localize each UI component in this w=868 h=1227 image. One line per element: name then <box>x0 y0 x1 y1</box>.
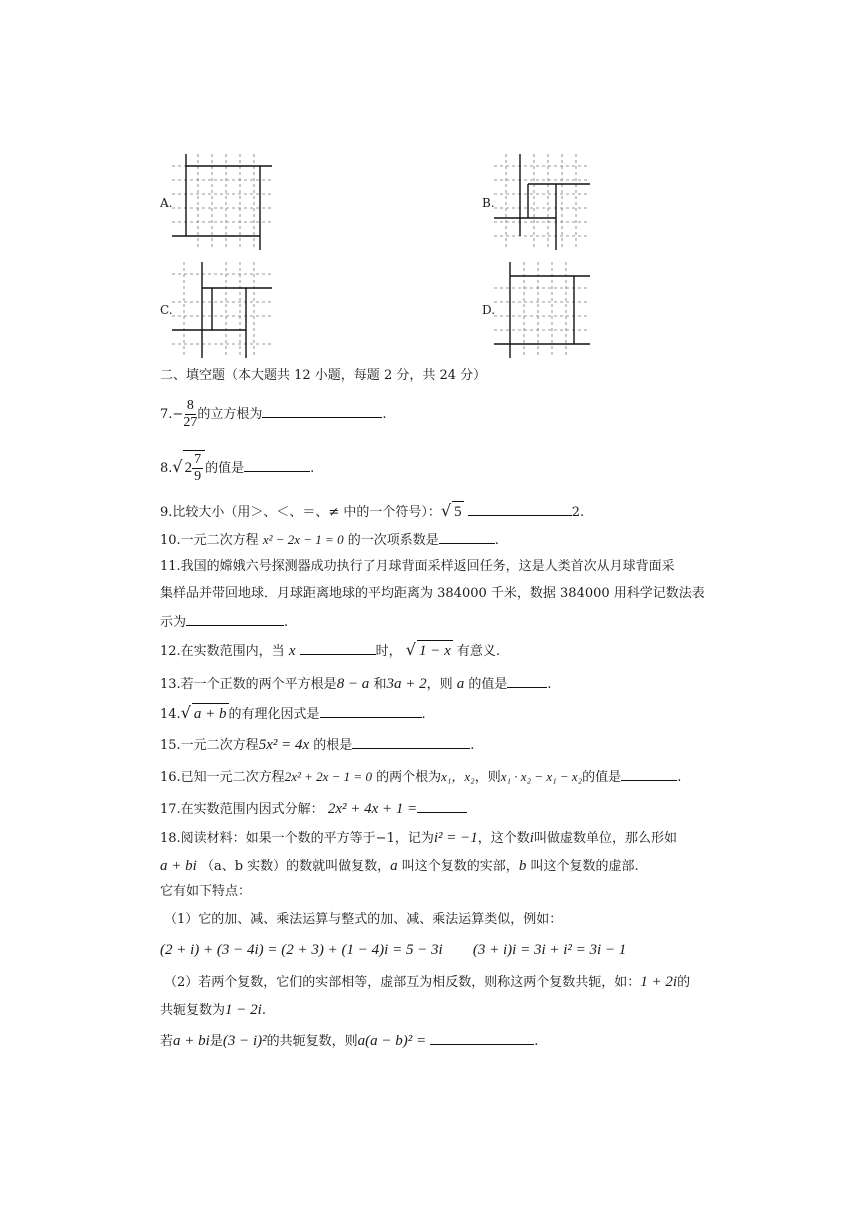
q7-end: . <box>382 407 387 422</box>
q15-answer-blank[interactable] <box>352 734 470 749</box>
q11-end: . <box>284 615 289 630</box>
q18-line-8-b: 是 <box>209 1034 223 1049</box>
q16-roots: x₁，x₂ <box>441 769 475 784</box>
q15-text-b: 的根是 <box>313 738 353 753</box>
question-18-line-8 <box>160 1030 538 1052</box>
option-c-grid-figure <box>172 262 274 358</box>
question-14 <box>160 703 426 725</box>
q15-end: . <box>470 738 475 753</box>
q9-radical-icon: √ <box>440 501 452 520</box>
q14-answer-blank[interactable] <box>320 703 422 718</box>
q18-answer-blank[interactable] <box>430 1030 534 1045</box>
q14-radical-icon: √ <box>180 703 191 722</box>
q8-frac-numerator: 7 <box>194 452 202 467</box>
q18-line-7-expr: 1 − 2i <box>225 1002 262 1018</box>
q9-text: 9.比较大小（用＞、＜、＝、≠ 中的一个符号）： <box>160 505 441 520</box>
question-13 <box>160 673 552 695</box>
question-12 <box>160 640 500 662</box>
q14-radicand: a + b <box>192 703 229 724</box>
q8-answer-blank[interactable] <box>244 457 310 472</box>
q13-text-b: 和 <box>373 677 387 692</box>
q12-radical-icon: √ <box>405 640 416 659</box>
q16-text-d: 的值是 <box>582 770 622 785</box>
q8-text: 的值是 <box>205 461 245 476</box>
option-d-grid-figure <box>494 262 592 358</box>
q18-line-2-b: 叫这个复数的实部， <box>401 859 519 874</box>
q12-text-b: 时， <box>375 644 402 659</box>
q18-line-1-b: ，这个数 <box>477 831 530 846</box>
q17-text: 17.在实数范围内因式分解： <box>160 802 324 817</box>
question-10 <box>160 529 499 551</box>
q17-expr: 2x² + 4x + 1 = <box>327 801 418 817</box>
question-18-line-1 <box>160 828 677 849</box>
q13-text-d: 的值是 <box>468 677 508 692</box>
q8-end: . <box>310 461 315 476</box>
q10-text-b: 的一次项系数是 <box>347 533 439 548</box>
q12-radicand: 1 − x <box>417 640 453 661</box>
q14-number: 14. <box>160 707 181 722</box>
q10-answer-blank[interactable] <box>439 529 495 544</box>
q8-number: 8. <box>160 461 173 476</box>
q14-end: . <box>421 707 426 722</box>
q8-radical-icon: √ <box>172 457 183 476</box>
q12-var: x <box>288 643 296 659</box>
q18-line-2-c: 叫这个复数的虚部. <box>530 859 639 874</box>
q18-line-2-expr: a + bi <box>160 858 197 874</box>
option-a-grid-figure <box>172 154 274 250</box>
q18-line-1-c: 叫做虚数单位，那么形如 <box>533 831 677 846</box>
question-15 <box>160 734 474 756</box>
q10-text-a: 10.一元二次方程 <box>160 533 259 548</box>
q18-line-7-end: . <box>261 1003 266 1018</box>
q14-text: 的有理化因式是 <box>228 707 320 722</box>
question-18-line-4: （1）它的加、减、乘法运算与整式的加、减、乘法运算类似，例如： <box>164 912 563 927</box>
q18-line-2-a2: a <box>390 858 398 874</box>
q7-frac-numerator: 8 <box>186 398 194 413</box>
option-b-label: B. <box>482 196 495 210</box>
q18-line-2-b2: b <box>518 858 527 874</box>
q12-answer-blank[interactable] <box>300 640 376 655</box>
q10-end: . <box>494 533 499 548</box>
q18-line-6-a: （2）若两个复数，它们的实部相等，虚部互为相反数，则称这两个复数共轭，如： <box>164 975 641 990</box>
question-18-line-2 <box>160 856 639 877</box>
q8-fraction <box>192 452 203 485</box>
q16-end: . <box>677 770 682 785</box>
question-18-line-6 <box>164 972 690 993</box>
q10-equation: x² − 2x − 1 = 0 <box>262 532 344 547</box>
q18-line-6-expr: 1 + 2i <box>640 974 678 990</box>
q7-fraction <box>183 398 197 431</box>
question-9 <box>160 501 584 523</box>
q18-line-8-c: 的共轭复数，则 <box>266 1034 358 1049</box>
q18-line-8-a: 若 <box>160 1034 174 1049</box>
question-18-line-3: 它有如下特点： <box>160 884 252 899</box>
q18-line-8-expr-3: a(a − b)² = <box>357 1033 427 1049</box>
q18-line-1-i: i <box>529 830 534 846</box>
q18-line-2-a: （a、b 实数）的数就叫做复数， <box>200 859 391 874</box>
question-8 <box>160 450 314 486</box>
q18-line-7-a: 共轭复数为 <box>160 1003 226 1018</box>
q18-line-1-eq: i² = −1 <box>433 830 478 846</box>
option-a-label: A. <box>160 196 173 210</box>
q18-line-6-b: 的 <box>677 975 691 990</box>
q7-sign: − <box>172 407 184 422</box>
question-18-line-5 <box>160 940 626 961</box>
q18-line-8-expr-2: (3 − i)² <box>222 1033 267 1049</box>
q11-answer-blank[interactable] <box>186 611 284 626</box>
question-11-line-2: 集样品并带回地球．月球距离地球的平均距离为 384000 千米，数据 384000 用科学记数法表 <box>160 586 705 601</box>
q9-radicand: 5 <box>452 501 464 522</box>
question-16 <box>160 766 681 788</box>
q18-line-1-a: 18.阅读材料：如果一个数的平方等于−1，记为 <box>160 831 434 846</box>
q18-line-8-end: . <box>534 1034 539 1049</box>
q13-expr-1: 8 − a <box>336 676 370 692</box>
q15-text-a: 15.一元二次方程 <box>160 738 259 753</box>
q7-frac-denominator: 27 <box>183 415 198 430</box>
q13-var: a <box>456 676 465 692</box>
q13-answer-blank[interactable] <box>507 673 547 688</box>
question-7 <box>160 398 386 432</box>
q13-text-c: ，则 <box>426 677 453 692</box>
q18-line-8-expr-1: a + bi <box>173 1033 210 1049</box>
q16-text-c: ，则 <box>474 770 501 785</box>
q16-text-b: 的两个根为 <box>376 770 442 785</box>
q16-equation: 2x² + 2x − 1 = 0 <box>284 769 372 784</box>
q13-end: . <box>547 677 552 692</box>
q8-whole: 2 <box>184 460 193 476</box>
q11-line-3-text: 示为 <box>160 615 187 630</box>
q13-text-a: 13.若一个正数的两个平方根是 <box>160 677 337 692</box>
q7-answer-blank[interactable] <box>262 403 382 418</box>
question-11-line-3 <box>160 611 288 633</box>
q7-number: 7. <box>160 407 173 422</box>
q16-expr: x₁ · x₂ − x₁ − x₂ <box>500 769 583 784</box>
q9-answer-blank[interactable] <box>468 501 572 516</box>
q9-end: 2. <box>571 505 585 520</box>
section-title: 二、填空题（本大题共 12 小题，每题 2 分，共 24 分） <box>160 368 487 383</box>
q18-line-5-eq-1: (2 + i) + (3 − 4i) = (2 + 3) + (1 − 4)i = 5 − 3i <box>160 942 443 958</box>
q7-text: 的立方根为 <box>197 407 263 422</box>
option-b-grid-figure <box>494 154 592 250</box>
question-11-line-1: 11.我国的嫦娥六号探测器成功执行了月球背面采样返回任务，这是人类首次从月球背面采 <box>160 559 675 574</box>
q13-expr-2: 3a + 2 <box>386 676 427 692</box>
q16-text-a: 16.已知一元二次方程 <box>160 770 285 785</box>
q16-answer-blank[interactable] <box>621 766 677 781</box>
question-18-line-7 <box>160 1000 266 1021</box>
option-d-label: D. <box>482 303 496 317</box>
q8-frac-denominator: 9 <box>194 469 202 484</box>
q15-equation: 5x² = 4x <box>258 737 310 753</box>
q18-line-5-eq-2: (3 + i)i = 3i + i² = 3i − 1 <box>472 942 627 958</box>
q12-text-c: 有意义. <box>456 644 501 659</box>
q12-text-a: 12.在实数范围内，当 <box>160 644 285 659</box>
option-c-label: C. <box>160 303 173 317</box>
question-17 <box>160 798 467 820</box>
q17-answer-blank[interactable] <box>417 798 467 813</box>
